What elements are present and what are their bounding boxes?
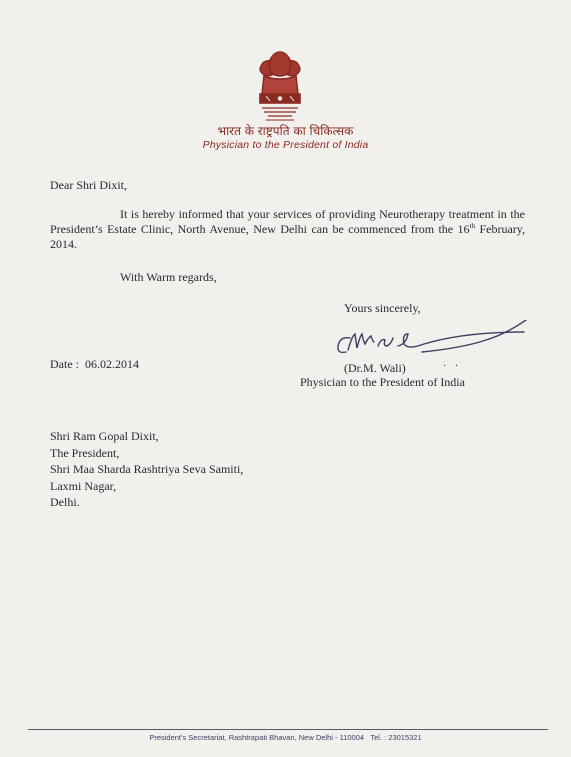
footer-tel-value: 23015321 (388, 733, 422, 742)
recipient-address (50, 428, 243, 511)
letterhead-hindi-title: भारत के राष्ट्रपति का चिकित्सक (217, 124, 354, 138)
date-value: 06.02.2014 (85, 357, 139, 371)
ordinal-suffix: th (469, 222, 476, 230)
signer-name: (Dr.M. Wali) (344, 361, 406, 375)
address-line: Shri Maa Sharda Rashtriya Seva Samiti, (50, 462, 244, 476)
address-line: Laxmi Nagar, (50, 478, 117, 493)
date-label: Date : (50, 357, 79, 371)
footer-tel-label: Tel. : (370, 733, 387, 742)
signature (326, 320, 536, 366)
date-line (50, 357, 139, 372)
state-emblem-icon (256, 50, 304, 122)
body-text-part2: February, 2014. (50, 222, 525, 251)
salutation: Dear Shri Dixit, (50, 178, 127, 192)
footer-address: President's Secretariat, Rashtrapati Bhavan, New Delhi - 110004 (149, 733, 365, 742)
letter-body (50, 207, 525, 252)
letterhead-english-title: Physician to the President of India (202, 139, 369, 151)
signer-designation: Physician to the President of India (300, 375, 465, 389)
address-line: Delhi. (50, 495, 80, 509)
footer-divider (28, 729, 548, 730)
body-text-part1: It is hereby informed that your services of providing Neurotherapy treatment in the President’s Estate Clinic, North Avenue, New Delhi can be commenced from the 16 (50, 207, 525, 236)
address-line: Shri Ram Gopal Dixit, (50, 429, 159, 443)
closing-line: Yours sincerely, (344, 301, 421, 315)
footer (0, 733, 571, 742)
address-line: The President, (50, 445, 120, 460)
regards-line: With Warm regards, (120, 270, 217, 284)
signer-marks: · · (443, 361, 462, 372)
